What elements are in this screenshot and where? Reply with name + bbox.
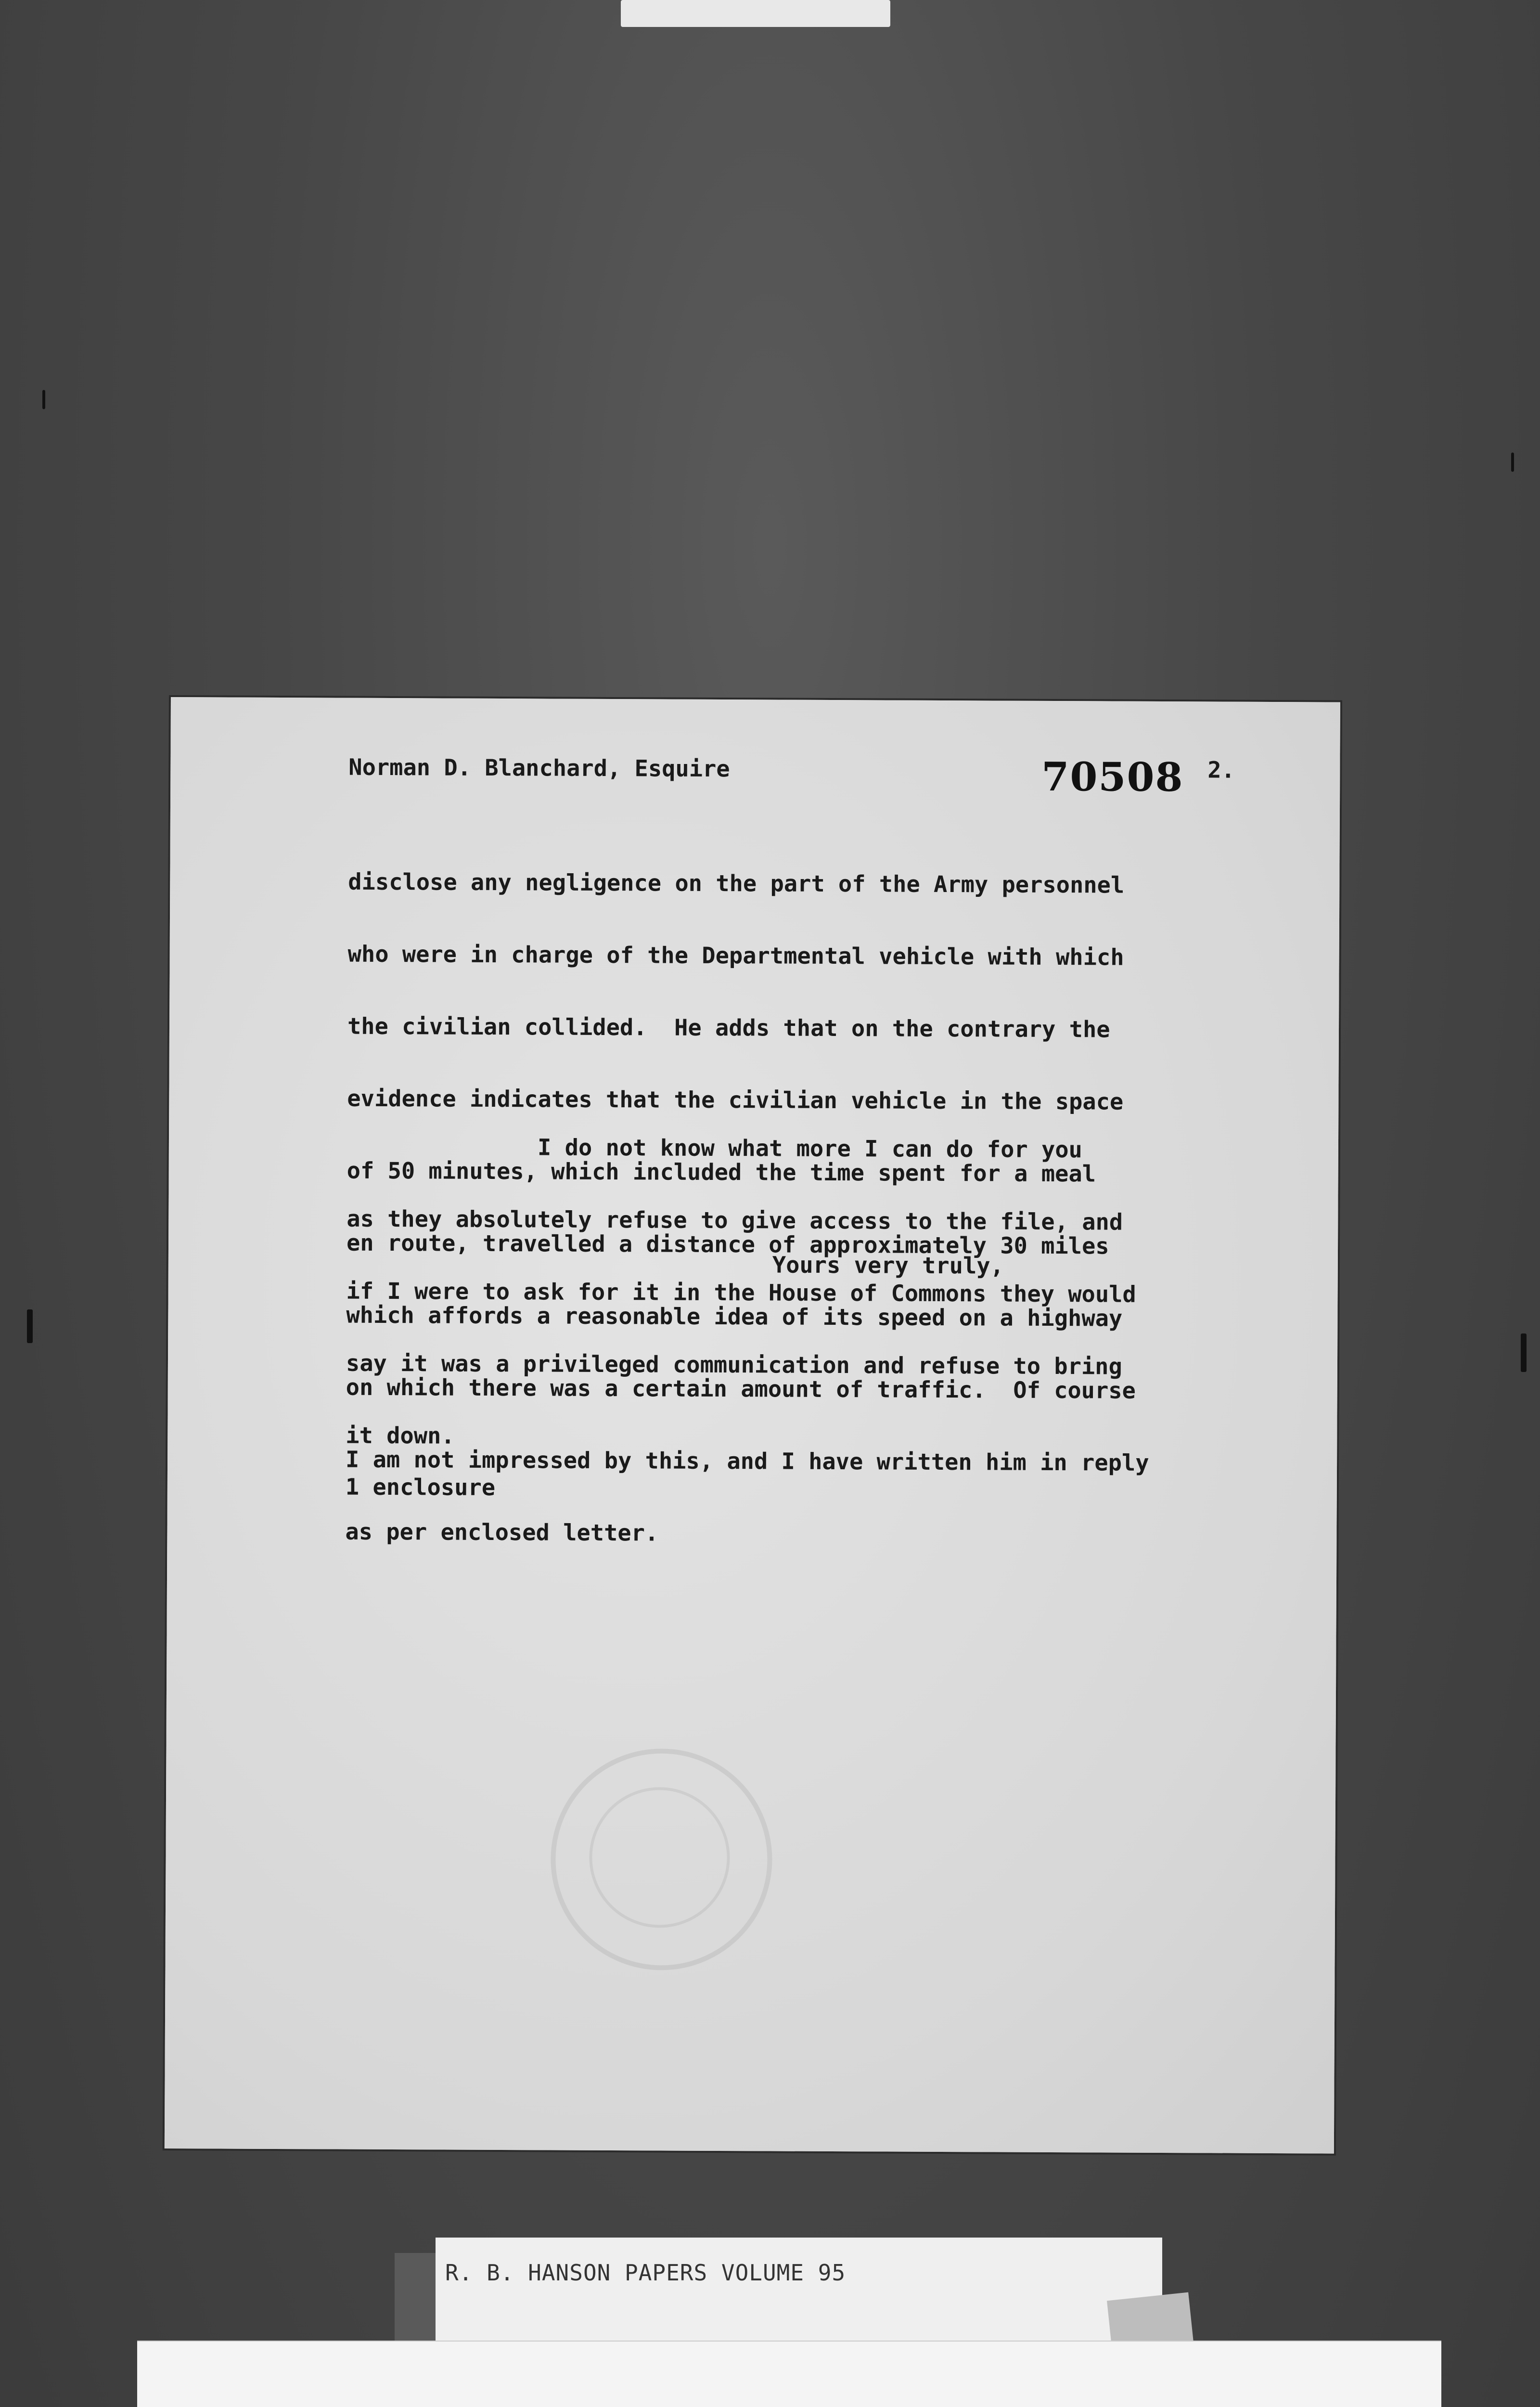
- volume-label: [436, 2238, 1162, 2346]
- text-line: of 50 minutes, which included the time spent for a meal: [346, 1157, 1096, 1188]
- edge-mark-right: [1511, 453, 1514, 472]
- archives-banner: [137, 2341, 1441, 2407]
- faint-stamp: [550, 1748, 772, 1970]
- text-line: I am not impressed by this, and I have written him in reply: [345, 1446, 1149, 1476]
- edge-mark-left-2: [27, 1309, 33, 1343]
- text-line: it down.: [346, 1422, 455, 1449]
- text-line: evidence indicates that the civilian vehicle in the space: [347, 1085, 1124, 1115]
- text-line: I do not know what more I can do for you: [346, 1133, 1083, 1164]
- enclosure-note: 1 enclosure: [345, 1474, 496, 1501]
- text-line: en route, travelled a distance of approximately 30 miles: [346, 1229, 1109, 1260]
- document-number: 70508: [1041, 753, 1184, 801]
- bleed-through-bottom: ​: [208, 1973, 209, 2057]
- paragraph-2: [346, 1087, 1137, 1500]
- edge-mark-left: [42, 390, 45, 409]
- text-line: as they absolutely refuse to give access to the file, and: [346, 1205, 1123, 1236]
- edge-mark-right-2: [1521, 1333, 1527, 1372]
- recipient-line: Norman D. Blanchard, Esquire: [348, 754, 730, 783]
- text-line: who were in charge of the Departmental vehicle with which: [347, 941, 1124, 971]
- text-line: which affords a reasonable idea of its speed on a highway: [346, 1302, 1123, 1332]
- volume-label-text: R. B. HANSON PAPERS VOLUME 95: [445, 2260, 846, 2286]
- text-line: if I were to ask for it in the House of Commons they would: [346, 1278, 1136, 1308]
- text-line: on which there was a certain amount of traffic. Of course: [346, 1374, 1136, 1404]
- letter-page: [165, 697, 1340, 2154]
- page-number: 2.: [1207, 757, 1235, 784]
- text-line: as per enclosed letter.: [345, 1518, 659, 1547]
- closing: Yours very truly,: [772, 1252, 1004, 1280]
- top-clip: [621, 0, 890, 27]
- text-line: disclose any negligence on the part of the Army personnel: [348, 868, 1125, 899]
- text-line: the civilian collided. He adds that on the contrary the: [347, 1013, 1110, 1043]
- text-line: say it was a privileged communication and refuse to bring: [346, 1350, 1122, 1380]
